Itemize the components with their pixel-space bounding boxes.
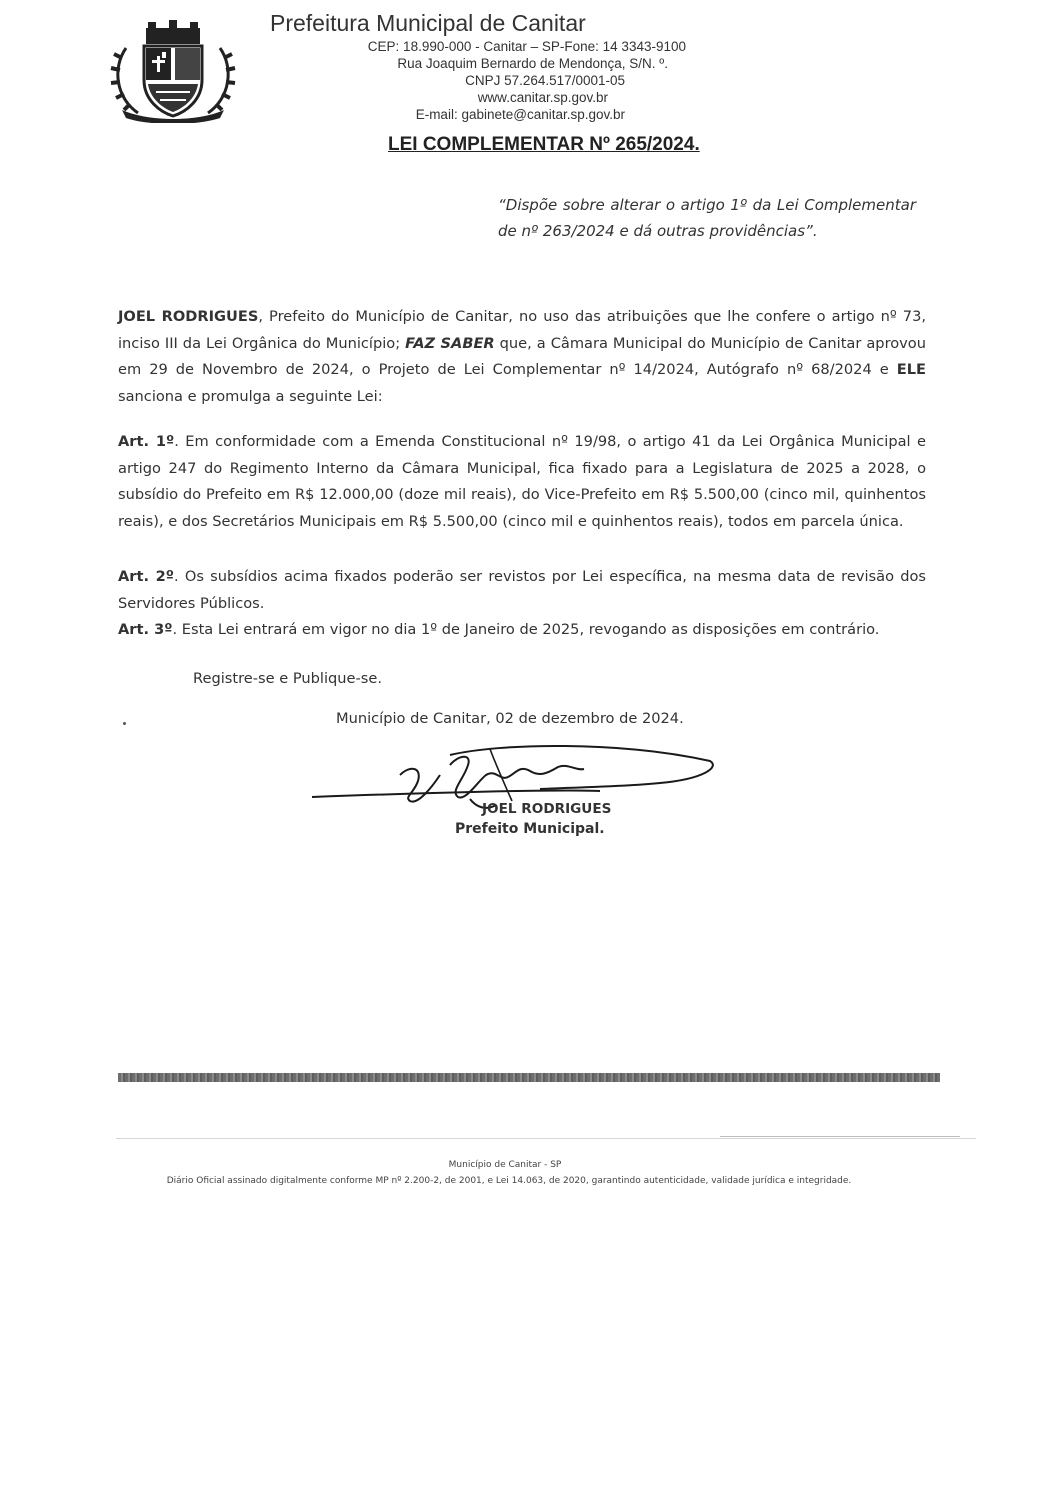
intro-text-3: sanciona e promulga a seguinte Lei: xyxy=(118,387,383,405)
municipal-crest-icon xyxy=(108,18,238,123)
article-3 xyxy=(118,617,926,644)
article-3-text: . Esta Lei entrará em vigor no dia 1º de Janeiro de 2025, revogando as disposições em contrário. xyxy=(172,621,880,638)
faz-saber: FAZ SABER xyxy=(405,334,495,352)
footer-divider xyxy=(118,1073,940,1082)
stray-dot xyxy=(123,722,126,725)
cnpj-line: CNPJ 57.264.517/0001-05 xyxy=(465,73,625,88)
signer-name: JOEL RODRIGUES xyxy=(482,801,612,817)
law-ementa: “Dispõe sobre alterar o artigo 1º da Lei Complementar de nº 263/2024 e dá outras providências”. xyxy=(498,196,916,240)
place-date: Município de Canitar, 02 de dezembro de 2024. xyxy=(336,710,684,727)
ele-word: ELE xyxy=(896,361,926,378)
footer-legal-notice: Diário Oficial assinado digitalmente conforme MP nº 2.200-2, de 2001, e Lei 14.063, de 2020, garantindo autenticidade, validade jurídica e integridade. xyxy=(166,1176,852,1186)
cep-phone-line: CEP: 18.990-000 - Canitar – SP-Fone: 14 3343-9100 xyxy=(367,39,686,54)
signer-title: Prefeito Municipal. xyxy=(455,821,605,837)
intro-paragraph xyxy=(118,304,926,410)
article-2-label: Art. 2º xyxy=(118,568,175,585)
article-1-label: Art. 1º xyxy=(118,433,175,450)
registre-publique: Registre-se e Publique-se. xyxy=(193,670,383,687)
article-3-label: Art. 3º xyxy=(118,621,173,638)
article-1-text: . Em conformidade com a Emenda Constitucional nº 19/98, o artigo 41 da Lei Orgânica Municipal e artigo 247 do Regimento Interno da Câmara Municipal, fica fixado para a Legislatura de 2025 a 2028, o subsídio do Prefeito em R$ 12.000,00 (doze mil reais), do Vice-Prefeito em R$ 5.500,00 (cinco mil, quinhentos reais), e dos Secretários Municipais em R$ 5.500,00 (cinco mil e quinhentos reais), todos em parcela única. xyxy=(118,433,926,530)
mayor-name: JOEL RODRIGUES xyxy=(118,308,259,325)
footer-municipality: Município de Canitar - SP xyxy=(448,1160,562,1170)
intro-text-1: , Prefeito do Município de Canitar, no uso das atribuições que lhe confere o artigo nº 73, inciso III da Lei Orgânica do Município; xyxy=(118,308,927,352)
article-2-text: . Os subsídios acima fixados poderão ser revistos por Lei específica, na mesma data de revisão dos Servidores Públicos. xyxy=(118,568,926,612)
address-line: Rua Joaquim Bernardo de Mendonça, S/N. º. xyxy=(397,56,668,71)
article-1 xyxy=(118,429,926,535)
footer-thin-rule xyxy=(116,1138,976,1139)
prefeitura-title: Prefeitura Municipal de Canitar xyxy=(270,10,586,36)
email-line[interactable]: E-mail: gabinete@canitar.sp.gov.br xyxy=(415,107,625,122)
website-link[interactable]: www.canitar.sp.gov.br xyxy=(477,90,608,105)
intro-text-2: que, a Câmara Municipal do Município de Canitar aprovou em 29 de Novembro de 2024, o Projeto de Lei Complementar nº 14/2024, Autógrafo nº 68/2024 e xyxy=(118,334,926,378)
law-title: LEI COMPLEMENTAR Nº 265/2024. xyxy=(388,134,700,155)
article-2 xyxy=(118,564,926,617)
footer-thin-rule-short xyxy=(720,1136,960,1137)
